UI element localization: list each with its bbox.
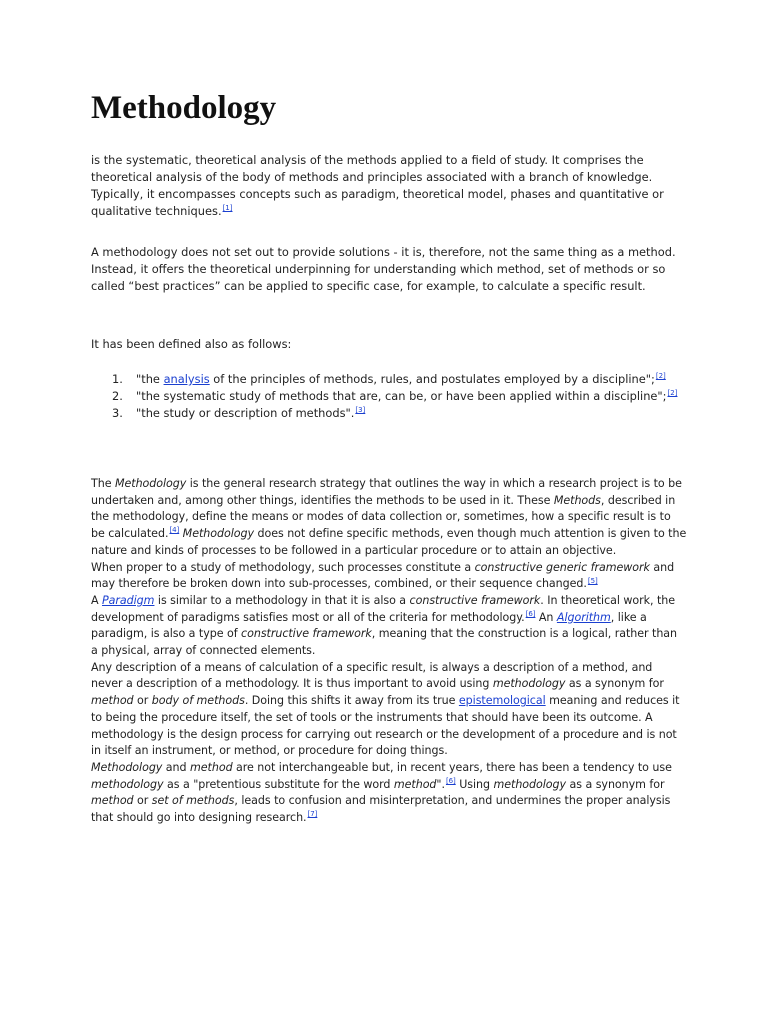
text-run: does not define specific methods, even though much attention is given to the nature and kinds of processes to be followed in a particular procedure or to attain an objective.	[91, 527, 687, 557]
intro-paragraph-1	[91, 152, 687, 220]
intro-paragraph-3: It has been defined also as follows:	[91, 337, 292, 351]
italic-term: Methodology	[179, 527, 255, 541]
italic-term: method	[91, 794, 134, 808]
algorithm-link[interactable]: Algorithm	[556, 610, 611, 624]
italic-term: method	[393, 777, 437, 791]
text-run: as a "pretentious substitute for the word	[163, 777, 394, 791]
text-run: or	[133, 694, 152, 708]
intro-paragraph-2: A methodology does not set out to provide solutions - it is, therefore, not the same thing as a method. Instead, it offers the theoretical underpinning for understanding which method, set of methods or so called “best practices” can be applied to specific case, for example, to calculate a specific result.	[91, 245, 676, 293]
paradigm-paragraph	[91, 593, 687, 660]
definition-text: "the systematic study of methods that are, can be, or have been applied within a discipline";	[136, 389, 667, 403]
italic-term: method	[91, 694, 134, 708]
text-run: as a synonym for	[566, 777, 665, 791]
definition-text: of the principles of methods, rules, and postulates employed by a discipline";	[209, 372, 655, 386]
text-run: and may therefore be broken down into sub-processes, combined, or their sequence changed.	[91, 560, 675, 591]
italic-term: constructive framework	[409, 593, 541, 607]
reference-link[interactable]: [2]	[667, 389, 678, 398]
interchangeable-paragraph	[91, 760, 687, 827]
text-run: When proper to a study of methodology, such processes constitute a	[91, 560, 475, 574]
body-section	[91, 476, 687, 827]
italic-term: set of methods	[151, 794, 235, 808]
definition-item-2	[91, 388, 687, 405]
text-run: Any description of a means of calculation of a specific result, is always a description of a method, and never a description of a methodology. It is thus important to avoid using	[91, 660, 653, 691]
reference-link[interactable]: [4]	[169, 526, 180, 535]
reference-link[interactable]: [3]	[355, 406, 366, 415]
reference-link[interactable]: [5]	[587, 576, 598, 585]
text-run: , described in the methodology, define the means or modes of data collection or, sometimes, how a specific result is to be calculated.	[91, 493, 676, 541]
reference-link-1[interactable]: [1]	[222, 204, 233, 213]
reference-link[interactable]: [7]	[307, 810, 318, 819]
text-run: is the general research strategy that outlines the way in which a research project is to be undertaken and, among other things, identifies the methods to be used in it. These	[91, 477, 682, 507]
text-run: . Doing this shifts it away from its true	[244, 694, 459, 708]
text-run: , like a paradigm, is also a type of	[91, 610, 647, 641]
intro-text-1: is the systematic, theoretical analysis of the methods applied to a field of study. It comprises the theoretical analysis of the body of methods and principles associated with a branch of knowledge. Typically, it encompasses concepts such as paradigm, theoretical model, phases and quantitative or qualitative techniques.	[91, 153, 664, 218]
methodology-strategy-paragraph	[91, 476, 687, 560]
italic-term: Methods	[553, 493, 601, 507]
analysis-link[interactable]: analysis	[163, 372, 210, 386]
paradigm-link[interactable]: Paradigm	[102, 593, 155, 607]
italic-term: method	[190, 760, 233, 774]
italic-term: methodology	[91, 777, 164, 791]
definition-text: "the study or description of methods".	[136, 406, 355, 420]
text-run: Using	[455, 777, 494, 791]
list-number: 3.	[112, 406, 123, 420]
reference-link[interactable]: [6]	[445, 776, 456, 785]
text-run: ".	[436, 777, 445, 791]
definition-text: "the	[136, 372, 164, 386]
text-run: A	[91, 593, 103, 607]
text-run: and	[162, 760, 191, 774]
text-run: The	[91, 477, 115, 490]
generic-framework-paragraph	[91, 560, 687, 593]
italic-term: methodology	[493, 777, 567, 791]
method-description-paragraph	[91, 660, 687, 760]
text-run: An	[535, 610, 557, 624]
definition-item-1	[91, 371, 687, 388]
italic-term: Methodology	[114, 477, 187, 490]
text-run: or	[133, 794, 152, 808]
text-run: meaning and reduces it to being the procedure itself, the set of tools or the instruments that should have been its outcome. A methodology is the design process for carrying out research or the development of a procedure and is not in itself an instrument, or method, or procedure for doing things.	[91, 694, 680, 758]
definition-item-3	[91, 405, 687, 422]
reference-link[interactable]: [6]	[525, 609, 536, 618]
italic-term: methodology	[492, 677, 566, 691]
italic-term: constructive framework	[241, 627, 372, 641]
reference-link[interactable]: [2]	[655, 372, 666, 381]
text-run: , leads to confusion and misinterpretation, and undermines the proper analysis that should go into designing research.	[91, 794, 671, 825]
italic-term: Methodology	[91, 760, 163, 774]
text-run: as a synonym for	[565, 677, 664, 691]
list-number: 1.	[112, 372, 123, 386]
text-run: are not interchangeable but, in recent years, there has been a tendency to use	[232, 760, 672, 774]
text-run: . In theoretical work, the development of paradigms satisfies most or all of the criteria for methodology.	[91, 593, 676, 624]
text-run: is similar to a methodology in that it is also a	[154, 593, 410, 607]
epistemological-link[interactable]: epistemological	[458, 694, 546, 708]
definitions-list	[91, 371, 687, 422]
italic-term: body of methods	[151, 694, 245, 708]
italic-term: constructive generic framework	[474, 560, 650, 574]
list-number: 2.	[112, 389, 123, 403]
text-run: , meaning that the construction is a logical, rather than a physical, array of connected elements.	[91, 627, 678, 658]
page-title: Methodology	[91, 90, 277, 126]
